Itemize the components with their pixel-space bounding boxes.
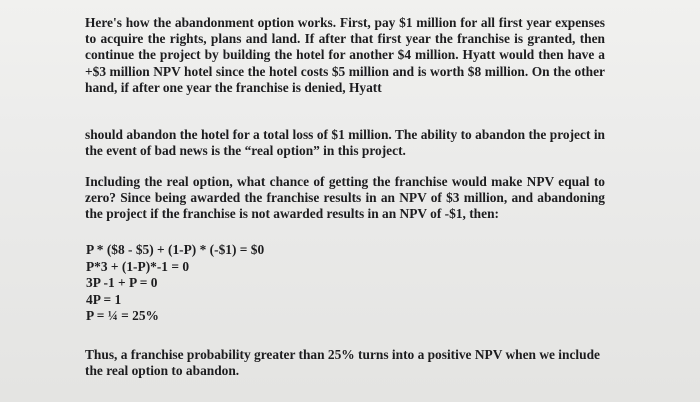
equation-line: P*3 + (1-P)*-1 = 0	[86, 258, 190, 274]
equation-block	[86, 242, 264, 325]
equation-line: 3P -1 + P = 0	[86, 275, 158, 291]
paragraph-question: Including the real option, what chance of getting the franchise would make NPV equal to zero? Since being awarded the franchise results in an NPV of $3 million, and abandoning the project if the franchise is not awarded results in an NPV of -$1, then:	[85, 174, 605, 222]
paragraph-real-option: should abandon the hotel for a total loss of $1 million. The ability to abandon the project in the event of bad news is the “real option” in this project.	[85, 127, 605, 159]
paragraph-conclusion: Thus, a franchise probability greater than 25% turns into a positive NPV when we include the real option to abandon.	[85, 347, 600, 379]
paragraph-abandonment-intro: Here's how the abandonment option works. First, pay $1 million for all first year expenses to acquire the rights, plans and land. If after that first year the franchise is granted, then continue the project by building the hotel for another $4 million. Hyatt would then have a +$3 million NPV hotel since the hotel costs $5 million and is worth $8 million. On the other hand, if after one year the franchise is denied, Hyatt	[85, 15, 605, 95]
equation-line: P * ($8 - $5) + (1-P) * (-$1) = $0	[86, 242, 265, 257]
equation-line: P = ¼ = 25%	[86, 308, 159, 324]
equation-line: 4P = 1	[86, 291, 122, 307]
